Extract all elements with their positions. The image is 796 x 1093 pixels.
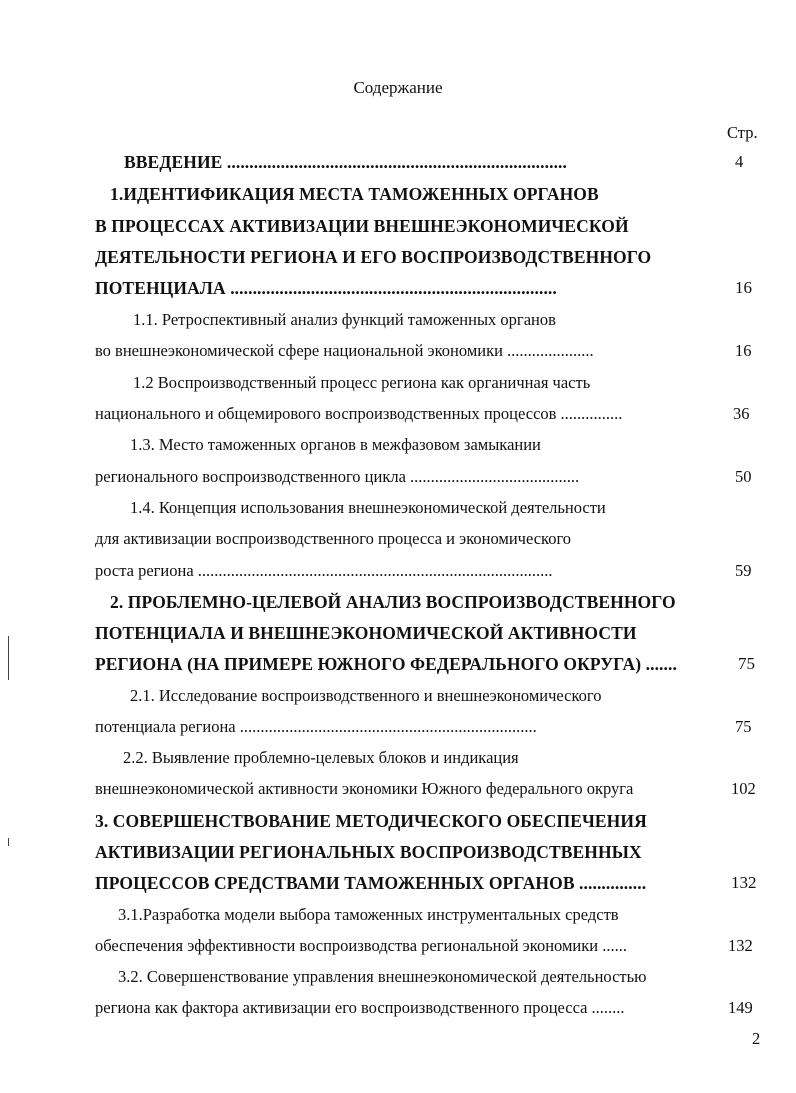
toc-section-1-4-line-1: 1.4. Концепция использования внешнеэкономической деятельности — [130, 498, 606, 517]
toc-page-number: 4 — [735, 152, 744, 171]
footer-page-number: 2 — [752, 1029, 761, 1048]
toc-chapter-2-line-3: РЕГИОНА (НА ПРИМЕРЕ ЮЖНОГО ФЕДЕРАЛЬНОГО ОКРУГА) ....... — [95, 654, 677, 674]
toc-chapter-2-line-1: 2. ПРОБЛЕМНО-ЦЕЛЕВОЙ АНАЛИЗ ВОСПРОИЗВОДСТВЕННОГО — [110, 592, 676, 612]
toc-page-number: 75 — [735, 717, 752, 736]
toc-section-3-1-line-2: обеспечения эффективности воспроизводства региональной экономики ...... — [95, 936, 627, 955]
toc-section-1-4-line-3: роста региона ...................................................................................... — [95, 561, 553, 580]
toc-page-number: 132 — [731, 873, 757, 892]
page-title: Содержание — [353, 78, 443, 97]
toc-chapter-1-line-1: 1.ИДЕНТИФИКАЦИЯ МЕСТА ТАМОЖЕННЫХ ОРГАНОВ — [110, 184, 599, 204]
toc-page-number: 16 — [735, 341, 752, 360]
toc-chapter-1-line-2: В ПРОЦЕССАХ АКТИВИЗАЦИИ ВНЕШНЕЭКОНОМИЧЕСКОЙ — [95, 216, 629, 236]
toc-page-number: 59 — [735, 561, 752, 580]
toc-section-2-2-line-1: 2.2. Выявление проблемно-целевых блоков и индикация — [123, 748, 519, 767]
toc-chapter-3-line-3: ПРОЦЕССОВ СРЕДСТВАМИ ТАМОЖЕННЫХ ОРГАНОВ ............... — [95, 873, 647, 893]
toc-chapter-1-line-4: ПОТЕНЦИАЛА ......................................................................... — [95, 278, 557, 298]
toc-section-2-2-line-2: внешнеэкономической активности экономики Южного федерального округа — [95, 779, 634, 798]
toc-chapter-1-line-3: ДЕЯТЕЛЬНОСТИ РЕГИОНА И ЕГО ВОСПРОИЗВОДСТВЕННОГО — [95, 247, 652, 267]
toc-page-number: 36 — [733, 404, 750, 423]
toc-page-number: 75 — [738, 654, 755, 673]
scan-margin-mark — [8, 838, 9, 846]
toc-section-3-2-line-2: региона как фактора активизации его воспроизводственного процесса ........ — [95, 998, 625, 1017]
toc-section-1-3-line-2: регионального воспроизводственного цикла ......................................... — [95, 467, 580, 486]
toc-section-3-1-line-1: 3.1.Разработка модели выбора таможенных инструментальных средств — [118, 905, 619, 924]
toc-section-2-1-line-1: 2.1. Исследование воспроизводственного и внешнеэкономического — [130, 686, 602, 705]
toc-section-1-3-line-1: 1.3. Место таможенных органов в межфазовом замыкании — [130, 435, 541, 454]
toc-section-1-2-line-2: национального и общемирового воспроизводственных процессов ............... — [95, 404, 623, 423]
toc-section-1-2-line-1: 1.2 Воспроизводственный процесс региона как органичная часть — [133, 373, 591, 392]
toc-page-number: 16 — [735, 278, 752, 297]
toc-section-1-1-line-1: 1.1. Ретроспективный анализ функций таможенных органов — [133, 310, 556, 329]
toc-section-1-4-line-2: для активизации воспроизводственного процесса и экономического — [95, 529, 572, 548]
toc-chapter-3-line-2: АКТИВИЗАЦИИ РЕГИОНАЛЬНЫХ ВОСПРОИЗВОДСТВЕННЫХ — [95, 842, 642, 862]
toc-page-number: 132 — [728, 936, 753, 955]
toc-page-number: 149 — [728, 998, 753, 1017]
toc-section-1-1-line-2: во внешнеэкономической сфере национальной экономики ..................... — [95, 341, 594, 360]
toc-heading-introduction: ВВЕДЕНИЕ ............................................................................ — [124, 152, 567, 172]
page-column-label: Стр. — [727, 123, 758, 142]
toc-page-number: 102 — [731, 779, 756, 798]
toc-chapter-2-line-2: ПОТЕНЦИАЛА И ВНЕШНЕЭКОНОМИЧЕСКОЙ АКТИВНОСТИ — [95, 623, 637, 643]
scan-margin-mark — [8, 636, 9, 680]
toc-section-2-1-line-2: потенциала региона ........................................................................ — [95, 717, 537, 736]
toc-page-number: 50 — [735, 467, 752, 486]
toc-chapter-3-line-1: 3. СОВЕРШЕНСТВОВАНИЕ МЕТОДИЧЕСКОГО ОБЕСПЕЧЕНИЯ — [95, 811, 647, 831]
toc-section-3-2-line-1: 3.2. Совершенствование управления внешнеэкономической деятельностью — [118, 967, 647, 986]
